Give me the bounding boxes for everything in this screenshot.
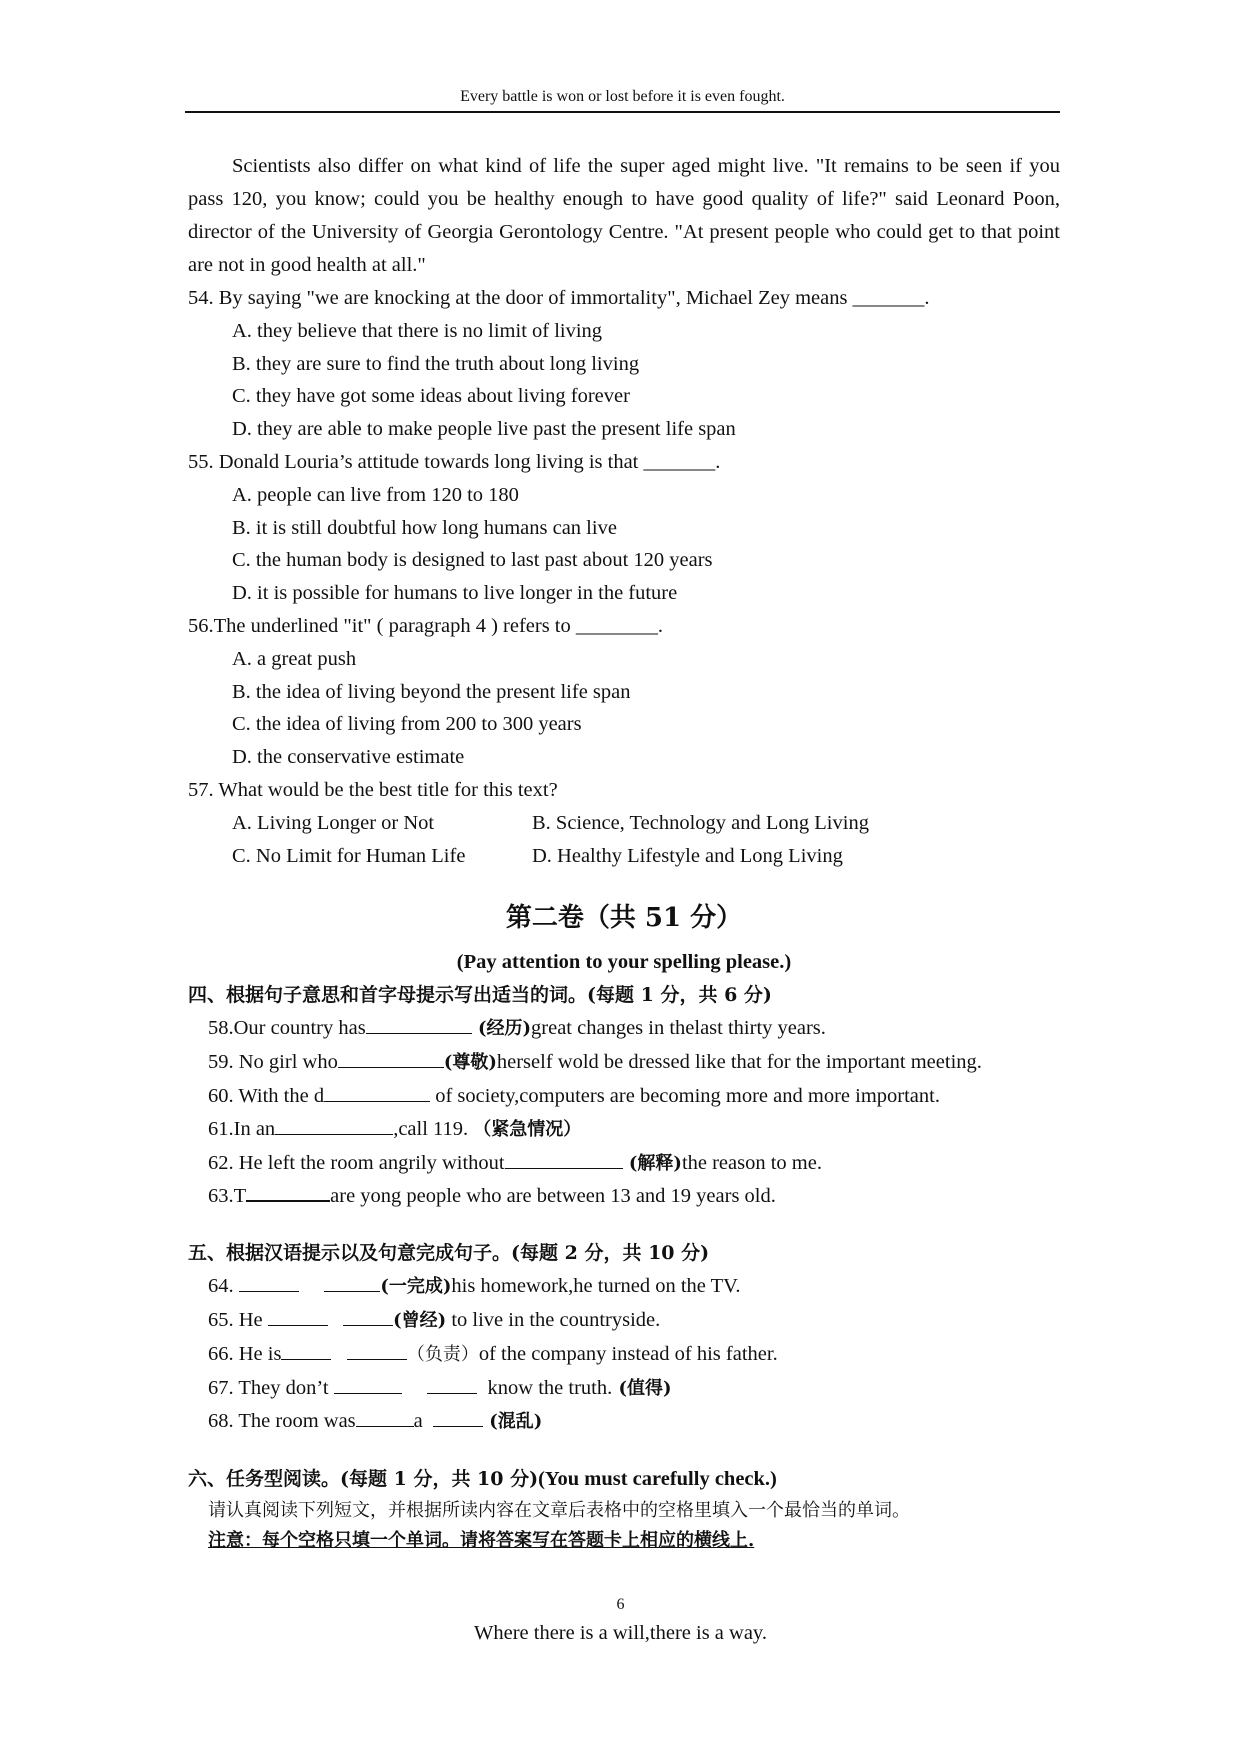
part-two-subtitle: (Pay attention to your spelling please.) bbox=[456, 951, 792, 974]
q61-blank[interactable] bbox=[275, 1116, 393, 1135]
q61-text-before: 61.In an bbox=[208, 1117, 276, 1140]
spacer bbox=[188, 1439, 1060, 1463]
q64-text-after: his homework,he turned on the TV. bbox=[451, 1275, 741, 1298]
q68-text-before: 68. The room was bbox=[208, 1410, 356, 1433]
section-4-heading bbox=[188, 979, 1060, 1012]
section-6-heading-en: (You must carefully check.) bbox=[538, 1468, 777, 1491]
option-c: C. No Limit for Human Life bbox=[232, 844, 466, 867]
question-62 bbox=[188, 1147, 1060, 1181]
option-a: A. people can live from 120 to 180 bbox=[232, 483, 519, 506]
question-stem: 56.The underlined "it" ( paragraph 4 ) refers to ________. bbox=[188, 614, 663, 637]
q66-text-before: 66. He is bbox=[208, 1342, 282, 1365]
q62-blank[interactable] bbox=[505, 1150, 623, 1169]
question-66 bbox=[188, 1338, 1060, 1372]
section-6-instruction: 请认真阅读下列短文，并根据所读内容在文章后表格中的空格里填入一个最恰当的单词。 bbox=[208, 1500, 910, 1522]
option-d: D. they are able to make people live past the present life span bbox=[232, 418, 736, 441]
q64-hint: (一完成) bbox=[380, 1276, 452, 1298]
option-c: C. the human body is designed to last past about 120 years bbox=[232, 549, 713, 572]
question-67 bbox=[188, 1372, 1060, 1406]
q64-blank-1[interactable] bbox=[239, 1273, 299, 1292]
passage-paragraph: Scientists also differ on what kind of life the super aged might live. "It remains to be seen if you pass 120, you know; could you be healthy enough to have good quality of life?" said Leonard Poon, director of the University of Georgia Gerontology Centre. "At present people who could get to that point are not in good health at all." bbox=[188, 155, 1060, 276]
question-57 bbox=[188, 774, 1060, 872]
question-54 bbox=[188, 282, 1060, 446]
section-6-heading bbox=[188, 1463, 1060, 1496]
footer-motto: Where there is a will,there is a way. bbox=[474, 1622, 767, 1644]
option-b: B. it is still doubtful how long humans can live bbox=[232, 516, 617, 539]
part-two-title: 第二卷（共 51 分） bbox=[505, 903, 743, 934]
question-60 bbox=[188, 1080, 1060, 1113]
question-68 bbox=[188, 1405, 1060, 1439]
option-c: C. they have got some ideas about living forever bbox=[232, 385, 630, 408]
question-64 bbox=[188, 1270, 1060, 1304]
q58-text-before: 58.Our country has bbox=[208, 1017, 366, 1040]
q60-blank[interactable] bbox=[324, 1083, 430, 1102]
q61-text-after: ,call 119. bbox=[393, 1117, 469, 1140]
q67-text-after: know the truth. bbox=[482, 1376, 613, 1399]
spacer bbox=[188, 1213, 1060, 1237]
section-5-heading bbox=[188, 1237, 1060, 1270]
q63-blank[interactable] bbox=[246, 1182, 330, 1202]
options-row-1 bbox=[188, 807, 1060, 840]
q62-text-before: 62. He left the room angrily without bbox=[208, 1151, 505, 1174]
option-b: B. they are sure to find the truth about long living bbox=[232, 352, 640, 375]
section-4-score: (每题 1 分，共 6 分) bbox=[587, 984, 772, 1007]
q66-blank-2[interactable] bbox=[347, 1341, 407, 1360]
header-motto: Every battle is won or lost before it is even fought. bbox=[460, 88, 785, 105]
q61-hint: （紧急情况） bbox=[473, 1118, 582, 1140]
question-stem: 55. Donald Louria’s attitude towards long living is that _______. bbox=[188, 450, 721, 473]
option-d: D. it is possible for humans to live longer in the future bbox=[232, 582, 678, 605]
q67-hint: (值得) bbox=[612, 1377, 672, 1399]
section-4-heading-text: 四、根据句子意思和首字母提示写出适当的词。 bbox=[188, 984, 588, 1007]
q63-text-before: 63.T bbox=[208, 1185, 247, 1208]
option-c: C. the idea of living from 200 to 300 years bbox=[232, 713, 582, 736]
q62-text-after: the reason to me. bbox=[681, 1151, 822, 1174]
section-6-note: 注意：每个空格只填一个单词。请将答案写在答题卡上相应的横线上. bbox=[208, 1530, 755, 1552]
q68-hint: (混乱) bbox=[483, 1411, 543, 1433]
options-row-2 bbox=[188, 840, 1060, 873]
q60-text-before: 60. With the d bbox=[208, 1084, 325, 1107]
q62-hint: (解释) bbox=[622, 1152, 682, 1174]
q65-blank-1[interactable] bbox=[268, 1307, 328, 1326]
q64-text-before: 64. bbox=[208, 1275, 234, 1298]
q65-text-after: to live in the countryside. bbox=[446, 1308, 661, 1331]
q59-hint: (尊敬) bbox=[443, 1052, 497, 1074]
q68-blank-1[interactable] bbox=[356, 1408, 414, 1427]
q63-text-after: are yong people who are between 13 and 19 years old. bbox=[330, 1185, 776, 1208]
question-55 bbox=[188, 446, 1060, 610]
q66-blank-1[interactable] bbox=[281, 1341, 331, 1360]
q66-hint: （负责） bbox=[406, 1343, 479, 1365]
q59-text-before: 59. No girl who bbox=[208, 1051, 338, 1074]
option-b: B. Science, Technology and Long Living bbox=[532, 811, 869, 834]
q68-text-mid: a bbox=[413, 1410, 423, 1433]
q64-blank-2[interactable] bbox=[324, 1273, 380, 1292]
option-b: B. the idea of living beyond the present life span bbox=[232, 680, 631, 703]
option-d: D. Healthy Lifestyle and Long Living bbox=[532, 844, 843, 867]
option-a: A. they believe that there is no limit of living bbox=[232, 319, 603, 342]
question-63 bbox=[188, 1180, 1060, 1213]
q58-blank[interactable] bbox=[366, 1015, 472, 1034]
q65-hint: (曾经) bbox=[393, 1309, 447, 1331]
q59-text-after: herself wold be dressed like that for the important meeting. bbox=[496, 1051, 982, 1074]
question-59 bbox=[188, 1046, 1060, 1080]
option-a: A. Living Longer or Not bbox=[232, 811, 435, 834]
q59-blank[interactable] bbox=[338, 1049, 444, 1068]
section-5-score: (每题 2 分，共 10 分) bbox=[511, 1242, 710, 1265]
page-content bbox=[188, 150, 1060, 1556]
section-6-heading-text: 六、任务型阅读。(每题 1 分，共 10 分) bbox=[188, 1468, 539, 1491]
option-d: D. the conservative estimate bbox=[232, 746, 465, 769]
q67-text-before: 67. They don’t bbox=[208, 1376, 329, 1399]
question-61 bbox=[188, 1113, 1060, 1147]
question-stem: 57. What would be the best title for this text? bbox=[188, 778, 558, 801]
q58-hint: (经历) bbox=[471, 1018, 532, 1040]
question-65 bbox=[188, 1304, 1060, 1338]
q66-text-after: of the company instead of his father. bbox=[478, 1342, 778, 1365]
question-56 bbox=[188, 610, 1060, 774]
section-5-heading-text: 五、根据汉语提示以及句意完成句子。 bbox=[188, 1242, 512, 1265]
q65-blank-2[interactable] bbox=[343, 1307, 393, 1326]
question-stem: 54. By saying "we are knocking at the door of immortality", Michael Zey means _______. bbox=[188, 287, 930, 309]
q67-blank-1[interactable] bbox=[334, 1375, 402, 1394]
q67-blank-2[interactable] bbox=[427, 1375, 477, 1394]
q58-text-after: great changes in thelast thirty years. bbox=[531, 1017, 826, 1040]
option-a: A. a great push bbox=[232, 647, 357, 670]
question-58 bbox=[188, 1012, 1060, 1046]
page-number: 6 bbox=[616, 1596, 625, 1613]
q60-text-after: of society,computers are becoming more and more important. bbox=[430, 1084, 940, 1107]
q68-blank-2[interactable] bbox=[433, 1408, 483, 1427]
header-rule bbox=[185, 111, 1060, 113]
q65-text-before: 65. He bbox=[208, 1308, 263, 1331]
